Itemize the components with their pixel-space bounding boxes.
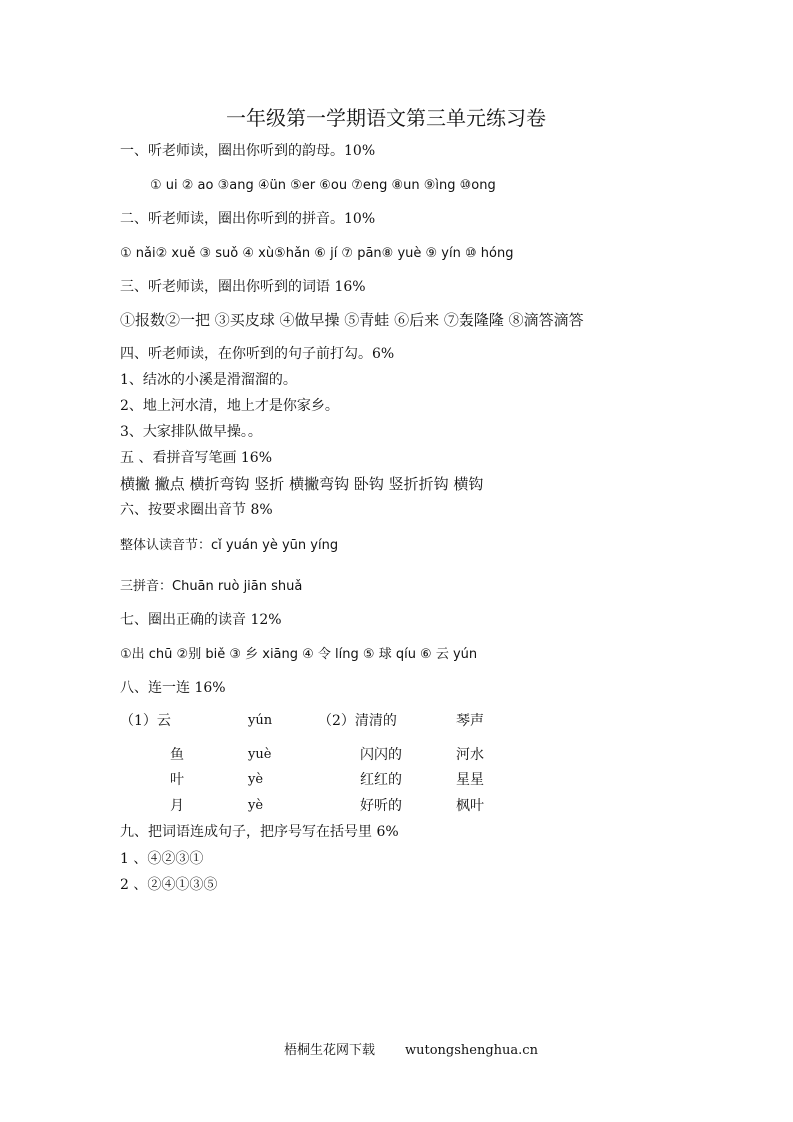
match-right-word: 好听的 bbox=[360, 798, 402, 814]
section-6-line-2: 三拼音：Chuān ruò jiān shuǎ bbox=[120, 579, 303, 594]
section-6-heading: 六、按要求圈出音节 8% bbox=[120, 502, 273, 518]
section-1-items: ① ui ② ao ③ang ④ün ⑤er ⑥ou ⑦eng ⑧un ⑨ìng ⑩ong bbox=[150, 178, 496, 193]
section-1-heading: 一、听老师读，圈出你听到的韵母。10% bbox=[120, 143, 376, 159]
section-7-items: ①出 chū ②别 biě ③ 乡 xiāng ④ 令 líng ⑤ 球 qíu ⑥ 云 yún bbox=[120, 647, 478, 662]
section-6-line-1: 整体认读音节：cǐ yuán yè yūn yíng bbox=[120, 538, 339, 553]
section-7-heading: 七、圈出正确的读音 12% bbox=[120, 612, 282, 628]
footer-site-name: 梧桐生花网下载 bbox=[284, 1043, 376, 1058]
match-right-answer: 琴声 bbox=[456, 713, 484, 729]
section-2-items: ① nǎi② xuě ③ suǒ ④ xù⑤hǎn ⑥ jí ⑦ pān⑧ yuè ⑨ yín ⑩ hóng bbox=[120, 246, 514, 261]
page-title: 一年级第一学期语文第三单元练习卷 bbox=[226, 106, 546, 130]
match-left-pinyin: yún bbox=[248, 713, 273, 728]
footer-site-url[interactable]: wutongshenghua.cn bbox=[405, 1043, 538, 1058]
match-right-answer: 河水 bbox=[456, 747, 484, 763]
section-9-line-1: 1 、④②③① bbox=[120, 851, 204, 867]
section-8-heading: 八、连一连 16% bbox=[120, 680, 226, 696]
section-4-heading: 四、听老师读，在你听到的句子前打勾。6% bbox=[120, 346, 395, 362]
section-4-line-2: 2、地上河水清，地上才是你家乡。 bbox=[120, 398, 339, 414]
match-left-pinyin: yuè bbox=[248, 747, 272, 762]
match-left-word: 月 bbox=[170, 798, 184, 814]
match-left-word: 叶 bbox=[170, 772, 184, 788]
section-9-heading: 九、把词语连成句子，把序号写在括号里 6% bbox=[120, 824, 399, 840]
section-9-line-2: 2 、②④①③⑤ bbox=[120, 877, 218, 893]
section-4-line-1: 1、结冰的小溪是滑溜溜的。 bbox=[120, 372, 297, 388]
match-right-answer: 枫叶 bbox=[456, 798, 484, 814]
match-right-word: 红红的 bbox=[360, 772, 402, 788]
section-5-items: 横撇 撇点 横折弯钩 竖折 横撇弯钩 卧钩 竖折折钩 横钩 bbox=[120, 475, 484, 493]
match-right-label: （2）清清的 bbox=[318, 713, 397, 729]
section-2-heading: 二、听老师读，圈出你听到的拼音。10% bbox=[120, 211, 376, 227]
section-4-line-3: 3、大家排队做早操。。 bbox=[120, 424, 262, 440]
match-left-label: （1）云 bbox=[120, 713, 171, 729]
section-3-heading: 三、听老师读，圈出你听到的词语 16% bbox=[120, 279, 366, 295]
match-right-word: 闪闪的 bbox=[360, 747, 402, 763]
match-right-answer: 星星 bbox=[456, 772, 484, 788]
section-5-heading: 五 、看拼音写笔画 16% bbox=[120, 450, 273, 466]
match-left-pinyin: yè bbox=[248, 798, 264, 813]
match-left-pinyin: yè bbox=[248, 772, 264, 787]
section-3-items: ①报数②一把 ③买皮球 ④做早操 ⑤青蛙 ⑥后来 ⑦轰隆隆 ⑧滴答滴答 bbox=[120, 311, 584, 329]
match-left-word: 鱼 bbox=[170, 747, 184, 763]
